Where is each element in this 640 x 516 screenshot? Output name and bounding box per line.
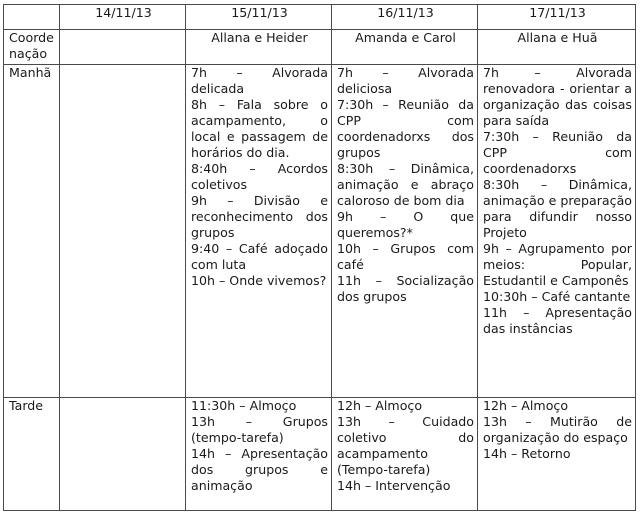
activity-entry: 7h – Alvorada renovadora - orientar a organização das coisas para saída — [483, 65, 632, 128]
activity-entry: 14h – Retorno — [483, 446, 571, 461]
coordination-label-line: Coorde — [9, 30, 54, 45]
date-header: 17/11/13 — [478, 5, 636, 30]
activity-entry: 10:30h – Café cantante — [483, 289, 631, 304]
activity-entry: 9h – O que queremos?* — [337, 209, 474, 240]
date-header: 16/11/13 — [332, 5, 478, 30]
coordinator-names: Allana e Heider — [186, 30, 332, 65]
activity-entry: 7h – Alvorada deliciosa — [337, 65, 474, 96]
activity-entry: 13h – Grupos (tempo-tarefa) — [191, 414, 328, 445]
afternoon-row — [4, 398, 636, 511]
coordination-row — [4, 30, 636, 65]
activity-entry: 14h – Intervenção — [337, 478, 451, 493]
date-header-row — [4, 5, 636, 30]
schedule-cell — [60, 398, 186, 511]
coordination-label — [4, 30, 60, 65]
coordinator-names — [60, 30, 186, 65]
activity-entry: 12h – Almoço — [483, 398, 569, 413]
activity-entry: 13h – Cuidado coletivo do acampamento (Tempo-tarefa) — [337, 414, 474, 477]
activity-entry: 8:40h – Acordos coletivos — [191, 161, 328, 192]
corner-cell — [4, 5, 60, 30]
activity-entry: 10h – Onde vivemos? — [191, 273, 327, 288]
period-label: Tarde — [4, 398, 60, 511]
schedule-table — [3, 4, 636, 511]
activity-entry: 8:30h – Dinâmica, animação e abraço caloroso de bom dia — [337, 161, 474, 208]
activity-entry: 13h – Mutirão de organização do espaço — [483, 414, 632, 445]
schedule-cell — [332, 65, 478, 398]
activity-entry: 14h – Apresentação dos grupos e animação — [191, 446, 328, 493]
activity-entry: 11:30h – Almoço — [191, 398, 297, 413]
activity-entry: 10h – Grupos com café — [337, 241, 474, 272]
date-header: 15/11/13 — [186, 5, 332, 30]
activity-entry: 7h – Alvorada delicada — [191, 65, 328, 96]
schedule-cell — [60, 65, 186, 398]
morning-row — [4, 65, 636, 398]
activity-entry: 9h – Agrupamento por meios: Popular, Estudantil e Camponês — [483, 241, 632, 288]
schedule-cell — [478, 65, 636, 398]
activity-entry: 7:30h – Reunião da CPP com coordenadorxs — [483, 129, 632, 176]
coordinator-names: Amanda e Carol — [332, 30, 478, 65]
period-label: Manhã — [4, 65, 60, 398]
activity-entry: 7:30h – Reunião da CPP com coordenadorxs dos grupos — [337, 97, 474, 160]
schedule-cell — [186, 65, 332, 398]
activity-entry: 9:40 – Café adoçado com luta — [191, 241, 328, 272]
activity-entry: 8h – Fala sobre o acampamento, o local e passagem de horários do dia. — [191, 97, 328, 160]
coordinator-names: Allana e Huã — [478, 30, 636, 65]
activity-entry: 9h – Divisão e reconhecimento dos grupos — [191, 193, 328, 240]
schedule-cell — [478, 398, 636, 511]
schedule-cell — [332, 398, 478, 511]
coordination-label-line: nação — [9, 46, 48, 61]
date-header: 14/11/13 — [60, 5, 186, 30]
activity-entry: 11h – Socialização dos grupos — [337, 273, 474, 304]
activity-entry: 8:30h – Dinâmica, animação e preparação para difundir nosso Projeto — [483, 177, 632, 240]
schedule-cell — [186, 398, 332, 511]
activity-entry: 12h – Almoço — [337, 398, 423, 413]
activity-entry: 11h – Apresentação das instâncias — [483, 305, 632, 336]
